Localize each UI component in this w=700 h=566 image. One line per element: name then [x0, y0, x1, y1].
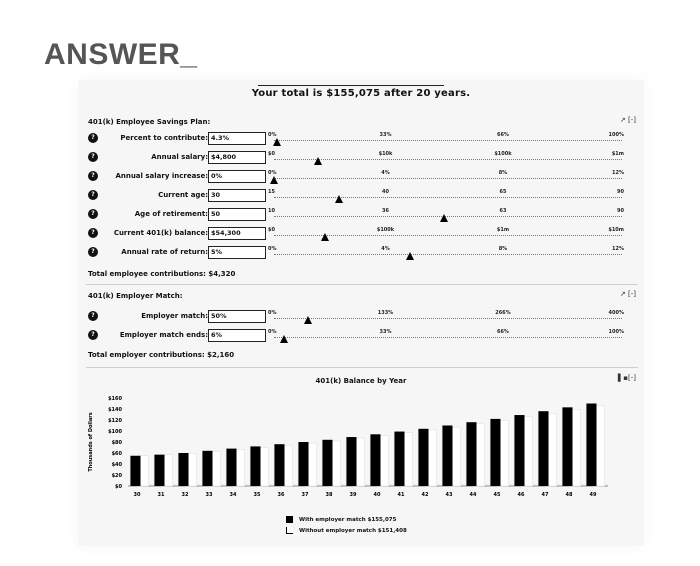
bar-with-match	[394, 432, 404, 486]
field-label: Annual rate of return:	[121, 248, 208, 256]
bar-with-match	[370, 434, 380, 486]
value-input[interactable]	[208, 151, 266, 164]
slider-tick: 10	[268, 208, 275, 214]
input-row	[78, 189, 644, 203]
bar-with-match	[418, 429, 428, 486]
balance-chart	[78, 390, 644, 510]
slider-track	[274, 318, 622, 319]
slider-tick: $100k	[376, 227, 395, 233]
slider-thumb[interactable]	[270, 176, 278, 184]
bar-with-match	[322, 440, 332, 486]
value-slider[interactable]	[268, 170, 624, 184]
slider-track	[274, 178, 622, 179]
bar-with-match	[274, 444, 284, 486]
y-tick-label: $120	[108, 418, 122, 424]
value-input[interactable]	[208, 132, 266, 145]
input-row	[78, 208, 644, 222]
slider-thumb[interactable]	[304, 316, 312, 324]
field-label: Employer match ends:	[119, 331, 208, 339]
x-tick-label: 47	[541, 492, 549, 498]
slider-tick: $1m	[611, 151, 624, 157]
y-tick-label: $140	[108, 407, 122, 413]
slider-tick: 0%	[268, 132, 277, 138]
y-axis-label: Thousands of Dollars	[88, 412, 94, 472]
bar-with-match	[202, 451, 212, 486]
x-tick-label: 30	[133, 492, 141, 498]
slider-tick: 12%	[612, 246, 624, 252]
help-icon[interactable]: ?	[88, 190, 98, 200]
slider-tick: 63	[499, 208, 507, 214]
slider-track	[274, 216, 622, 217]
x-tick-label: 46	[517, 492, 525, 498]
slider-tick: 0%	[268, 170, 277, 176]
bar-with-match	[562, 407, 572, 486]
slider-tick: 33%	[379, 132, 392, 138]
x-tick-label: 32	[181, 492, 189, 498]
slider-tick: 133%	[377, 310, 394, 316]
slider-track	[274, 140, 622, 141]
value-slider[interactable]	[268, 329, 624, 343]
field-label: Annual salary increase:	[115, 172, 208, 180]
bar-with-match	[130, 456, 140, 486]
legend-item-without-match	[286, 527, 407, 534]
value-input[interactable]	[208, 310, 266, 323]
help-icon[interactable]: ?	[88, 330, 98, 340]
slider-thumb[interactable]	[406, 252, 414, 260]
legend-swatch-white	[286, 527, 293, 534]
calculator-panel	[78, 80, 644, 546]
slider-tick: 0%	[268, 329, 277, 335]
x-tick-label: 40	[373, 492, 381, 498]
help-icon[interactable]: ?	[88, 171, 98, 181]
help-icon[interactable]: ?	[88, 152, 98, 162]
slider-tick: 40	[381, 189, 389, 195]
slider-tick: $0	[268, 227, 275, 233]
employee-contributions-total: Total employee contributions: $4,320	[88, 270, 236, 278]
slider-tick: 8%	[498, 246, 508, 252]
input-row	[78, 329, 644, 343]
slider-tick: 0%	[268, 310, 277, 316]
slider-tick: 65	[499, 189, 507, 195]
value-slider[interactable]	[268, 310, 624, 324]
x-tick-label: 48	[565, 492, 573, 498]
x-tick-label: 43	[445, 492, 453, 498]
help-icon[interactable]: ?	[88, 247, 98, 257]
field-label: Employer match:	[141, 312, 208, 320]
slider-tick: 12%	[612, 170, 624, 176]
employee-section-collapse-button[interactable]: ↗ [-]	[619, 116, 636, 124]
y-tick-label: $80	[111, 440, 122, 446]
section-divider	[86, 367, 638, 368]
y-tick-label: $40	[111, 462, 122, 468]
bar-with-match	[346, 437, 356, 486]
slider-thumb[interactable]	[440, 214, 448, 222]
input-row	[78, 170, 644, 184]
x-tick-label: 45	[493, 492, 501, 498]
input-row	[78, 246, 644, 260]
slider-thumb[interactable]	[273, 138, 281, 146]
value-slider[interactable]	[268, 151, 624, 165]
x-tick-label: 39	[349, 492, 357, 498]
slider-thumb[interactable]	[321, 233, 329, 241]
bar-with-match	[586, 404, 596, 487]
value-slider[interactable]	[268, 246, 624, 260]
x-tick-label: 34	[229, 492, 237, 498]
legend-label: With employer match $155,075	[299, 517, 397, 523]
slider-tick: 66%	[496, 329, 509, 335]
slider-tick: 66%	[496, 132, 509, 138]
total-underline	[258, 85, 444, 86]
slider-tick: 90	[617, 208, 624, 214]
bar-with-match	[250, 446, 260, 486]
input-row	[78, 310, 644, 324]
chart-view-controls[interactable]: ▌▪[-]	[617, 374, 636, 382]
value-slider[interactable]	[268, 132, 624, 146]
help-icon[interactable]: ?	[88, 209, 98, 219]
bar-with-match	[490, 419, 500, 486]
x-tick-label: 33	[205, 492, 213, 498]
bar-with-match	[514, 415, 524, 486]
slider-tick: 266%	[495, 310, 511, 316]
bar-with-match	[298, 442, 308, 486]
slider-tick: 8%	[498, 170, 508, 176]
bar-with-match	[178, 453, 188, 486]
employer-section-title: 401(k) Employer Match:	[88, 292, 183, 300]
total-summary: Your total is $155,075 after 20 years.	[251, 88, 471, 99]
slider-tick: 36	[381, 208, 389, 214]
slider-track	[274, 159, 622, 160]
slider-tick: 0%	[268, 246, 277, 252]
slider-tick: 4%	[381, 246, 390, 252]
bar-with-match	[466, 422, 476, 486]
value-input[interactable]	[208, 170, 266, 183]
bar-with-match	[226, 449, 236, 486]
x-tick-label: 42	[421, 492, 429, 498]
field-label: Percent to contribute:	[120, 134, 208, 142]
slider-tick: 100%	[608, 132, 624, 138]
x-tick-label: 38	[325, 492, 333, 498]
bar-with-match	[442, 426, 452, 487]
employer-contributions-total: Total employer contributions: $2,160	[88, 351, 235, 359]
slider-track	[274, 254, 622, 255]
input-row	[78, 227, 644, 241]
legend-label: Without employer match $151,408	[299, 528, 407, 534]
slider-tick: 4%	[381, 170, 390, 176]
y-tick-label: $60	[111, 451, 122, 457]
employer-section-collapse-button[interactable]: ↗ [-]	[619, 290, 636, 298]
legend-item-with-match	[286, 516, 396, 523]
value-slider[interactable]	[268, 227, 624, 241]
y-tick-label: $160	[108, 396, 122, 402]
help-icon[interactable]: ?	[88, 228, 98, 238]
slider-tick: $0	[268, 151, 275, 157]
section-divider	[86, 284, 638, 285]
slider-track	[274, 197, 622, 198]
value-slider[interactable]	[268, 189, 624, 203]
page-heading: ANSWER_	[44, 38, 198, 71]
input-row	[78, 151, 644, 165]
slider-tick: 400%	[608, 310, 624, 316]
value-input[interactable]	[208, 208, 266, 221]
slider-tick: 90	[617, 189, 624, 195]
help-icon[interactable]: ?	[88, 133, 98, 143]
slider-tick: $10k	[378, 151, 393, 157]
field-label: Current age:	[158, 191, 208, 199]
slider-thumb[interactable]	[280, 335, 288, 343]
help-icon[interactable]: ?	[88, 311, 98, 321]
x-tick-label: 41	[397, 492, 405, 498]
y-tick-label: $20	[111, 473, 122, 479]
employee-section-title: 401(k) Employee Savings Plan:	[88, 118, 211, 126]
slider-track	[274, 337, 622, 338]
value-slider[interactable]	[268, 208, 624, 222]
x-tick-label: 35	[253, 492, 261, 498]
x-tick-label: 49	[589, 492, 597, 498]
slider-tick: $10m	[608, 227, 624, 233]
slider-thumb[interactable]	[314, 157, 322, 165]
y-tick-label: $100	[108, 429, 122, 435]
x-tick-label: 37	[301, 492, 309, 498]
field-label: Annual salary:	[151, 153, 208, 161]
slider-tick: 100%	[608, 329, 624, 335]
value-input[interactable]	[208, 227, 266, 240]
input-row	[78, 132, 644, 146]
slider-tick: $1m	[496, 227, 510, 233]
x-tick-label: 36	[277, 492, 285, 498]
slider-tick: 33%	[379, 329, 392, 335]
bar-with-match	[154, 455, 164, 486]
y-tick-label: $0	[115, 484, 122, 490]
slider-thumb[interactable]	[335, 195, 343, 203]
slider-tick: $100k	[494, 151, 512, 157]
x-tick-label: 44	[469, 492, 477, 498]
field-label: Current 401(k) balance:	[113, 229, 208, 237]
value-input[interactable]	[208, 189, 266, 202]
value-input[interactable]	[208, 246, 266, 259]
legend-swatch-black	[286, 516, 293, 523]
chart-title: 401(k) Balance by Year	[315, 377, 407, 385]
bar-with-match	[538, 411, 548, 486]
slider-tick: 15	[268, 189, 275, 195]
field-label: Age of retirement:	[134, 210, 208, 218]
value-input[interactable]	[208, 329, 266, 342]
x-tick-label: 31	[157, 492, 165, 498]
